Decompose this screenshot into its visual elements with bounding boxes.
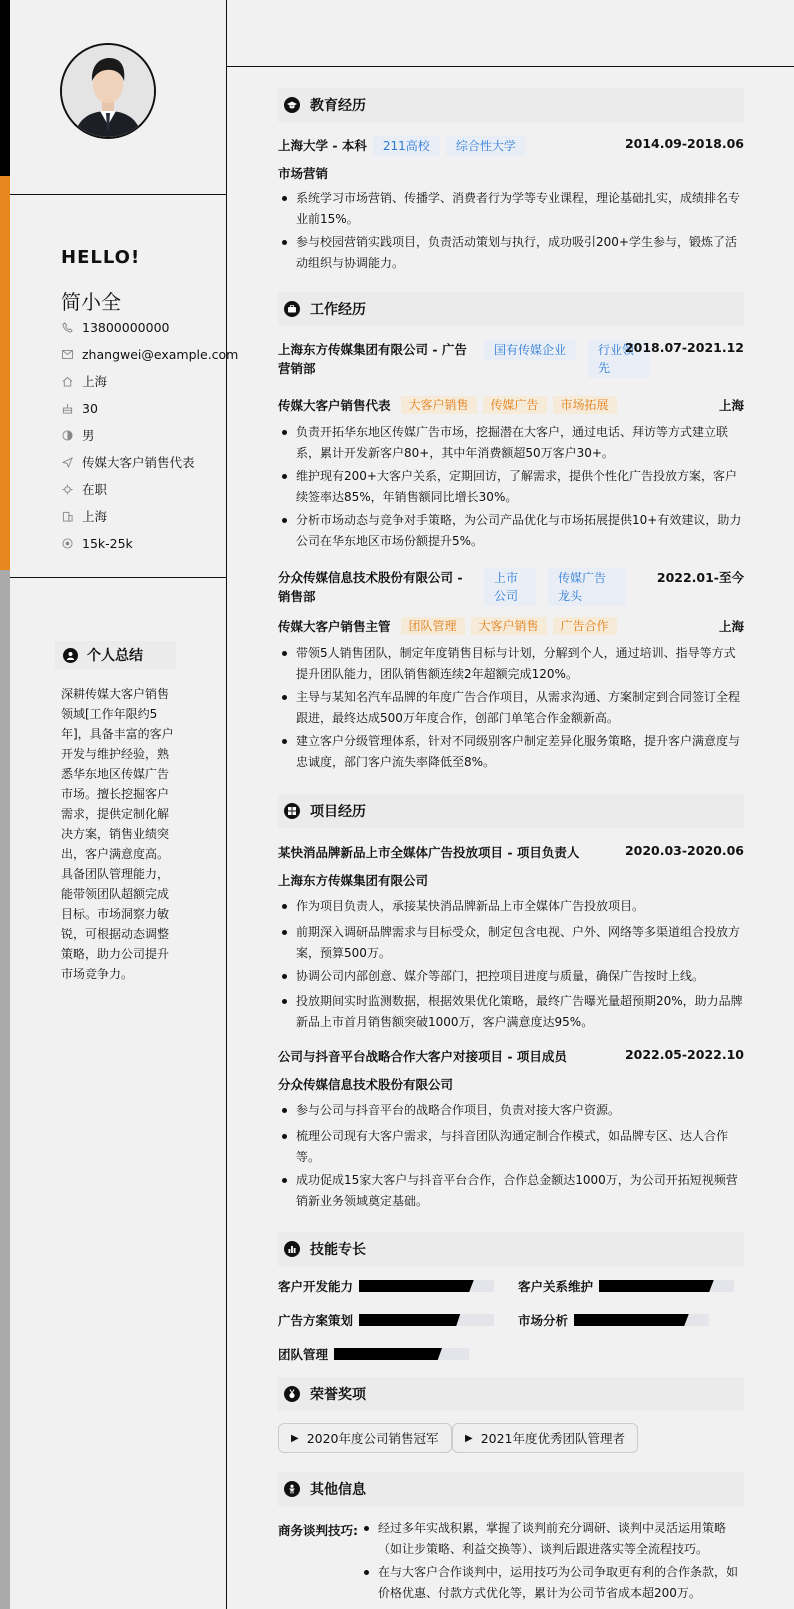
tag: 传媒广告龙头: [548, 568, 626, 606]
tag: 大客户销售: [401, 396, 477, 414]
section-other: [278, 1472, 744, 1506]
date: 2022.01-至今: [656, 570, 744, 585]
send-icon: [61, 456, 73, 468]
section-title: 项目经历: [310, 804, 366, 820]
skill-name: 市场分析: [518, 1313, 569, 1328]
info-value: zhangwei@example.com: [82, 346, 239, 362]
skill-item: [518, 1311, 709, 1329]
tag: 行业领先: [588, 340, 650, 378]
info-status: [61, 480, 107, 498]
section-skills: [278, 1232, 744, 1266]
section-education: [278, 88, 744, 122]
list-item: 在与大客户合作谈判中，运用技巧为公司争取更有利的合作条款，如价格优惠、付款方式优化等，累计为公司节省成本超200万。: [360, 1562, 744, 1604]
avatar: [60, 43, 156, 139]
award-item: [278, 1423, 452, 1453]
list-item: 参与校园营销实践项目，负责活动策划与执行，成功吸引200+学生参与，锻炼了活动组织与协调能力。: [278, 232, 744, 274]
role: 传媒大客户销售主管: [278, 619, 391, 634]
grid-icon: [284, 803, 300, 819]
date: 2022.05-2022.10: [624, 1047, 744, 1062]
cake-icon: [61, 402, 73, 414]
info-email: [61, 345, 238, 363]
tag: 综合性大学: [446, 136, 526, 156]
phone-icon: [61, 321, 73, 333]
list-item: 负责开拓华东地区传媒广告市场，挖掘潜在大客户，通过电话、拜访等方式建立联系，累计开发新客户80+，其中年消费额超50万客户30+。: [278, 422, 744, 464]
skill-level-bar: [574, 1314, 689, 1326]
list-item: 作为项目负责人，承接某快消品牌新品上市全媒体广告投放项目。: [278, 896, 744, 917]
info-value: 传媒大客户销售代表: [82, 455, 195, 470]
city: 上海: [718, 398, 744, 413]
section-awards: [278, 1377, 744, 1411]
skill-item: [518, 1277, 734, 1295]
project-company: 分众传媒信息技术股份有限公司: [278, 1077, 454, 1092]
info-city: [61, 507, 107, 525]
info-value: 15k-25k: [82, 535, 133, 551]
list-item: 参与公司与抖音平台的战略合作项目，负责对接大客户资源。: [278, 1100, 744, 1121]
list-item: 系统学习市场营销、传播学、消费者行为学等专业课程，理论基础扎实，成绩排名专业前15%。: [278, 188, 744, 230]
award-label: 2021年度优秀团队管理者: [480, 1431, 626, 1446]
info-phone: [61, 318, 169, 336]
project-header: [278, 843, 744, 861]
school-name: 上海大学 - 本科: [278, 138, 367, 153]
role: 传媒大客户销售代表: [278, 398, 391, 413]
tag: 传媒广告: [483, 396, 547, 414]
list-item: 前期深入调研品牌需求与目标受众，制定包含电视、户外、网络等多渠道组合投放方案，预算500万。: [278, 922, 744, 964]
project-header: [278, 1047, 744, 1065]
list-item: 经过多年实战积累，掌握了谈判前充分调研、谈判中灵活运用策略（如让步策略、利益交换等）、谈判后跟进落实等全流程技巧。: [360, 1518, 744, 1560]
info-position: [61, 453, 195, 471]
tag: 211高校: [373, 136, 440, 156]
role-row: [278, 396, 744, 414]
section-title: 荣誉奖项: [310, 1387, 366, 1403]
section-work: [278, 292, 744, 326]
side-color-stripe: [0, 0, 10, 1609]
user-icon: [63, 648, 78, 663]
skill-level-bar: [359, 1280, 474, 1292]
city: 上海: [718, 619, 744, 634]
section-title: 技能专长: [310, 1242, 366, 1258]
candidate-name: 简小全: [61, 290, 121, 314]
job-header: [278, 568, 744, 606]
company-name: 上海东方传媒集团有限公司 - 广告营销部: [278, 342, 467, 376]
major: 市场营销: [278, 166, 329, 181]
skill-level-bar: [334, 1348, 442, 1360]
hello-greeting: HELLO!: [61, 247, 141, 268]
list-item: 维护现有200+大客户关系，定期回访，了解需求，提供个性化广告投放方案，客户续签率达85%，年销售额同比增长30%。: [278, 466, 744, 508]
date: 2018.07-2021.12: [624, 340, 744, 355]
list-item: 带领5人销售团队，制定年度销售目标与计划，分解到个人，通过培训、指导等方式提升团队能力，团队销售额连续2年超额完成120%。: [278, 643, 744, 685]
info-value: 13800000000: [82, 319, 170, 335]
list-item: 协调公司内部创意、媒介等部门，把控项目进度与质量，确保广告按时上线。: [278, 966, 744, 987]
skill-item: [278, 1311, 494, 1329]
info-home: [61, 372, 107, 390]
skill-level-bar: [359, 1314, 460, 1326]
tag: 上市公司: [484, 568, 536, 606]
info-value: 在职: [82, 482, 108, 497]
date: 2020.03-2020.06: [624, 843, 744, 858]
info-value: 30: [82, 400, 98, 416]
date: 2014.09-2018.06: [624, 136, 744, 151]
section-title: 其他信息: [310, 1482, 366, 1498]
skill-item: [278, 1277, 494, 1295]
list-item: 分析市场动态与竞争对手策略，为公司产品优化与市场拓展提供10+有效建议，助力公司在华东地区市场份额提升5%。: [278, 510, 744, 552]
company-name: 分众传媒信息技术股份有限公司 - 销售部: [278, 570, 463, 604]
section-title: 教育经历: [310, 98, 366, 114]
info-gender: [61, 426, 95, 444]
list-item: 投放期间实时监测数据，根据效果优化策略，最终广告曝光量超预期20%，助力品牌新品上市首月销售额突破1000万，客户满意度达95%。: [278, 991, 744, 1033]
section-title: 工作经历: [310, 302, 366, 318]
summary-heading: [55, 641, 176, 669]
list-item: 建立客户分级管理体系，针对不同级别客户制定差异化服务策略，提升客户满意度与忠诚度，部门客户流失率降低至8%。: [278, 731, 744, 773]
tag: 大客户销售: [471, 617, 547, 635]
summary-title: 个人总结: [87, 648, 143, 664]
info-value: 上海: [82, 374, 108, 389]
salary-icon: [61, 537, 73, 549]
other-label: 商务谈判技巧:: [278, 1523, 358, 1538]
play-icon: ▶: [291, 1432, 299, 1444]
info-age: [61, 399, 98, 417]
education-row: [278, 136, 744, 156]
mail-icon: [61, 348, 73, 360]
building-icon: [61, 510, 73, 522]
home-icon: [61, 375, 73, 387]
role-row: [278, 617, 744, 635]
tag: 广告合作: [553, 617, 617, 635]
summary-text: 深耕传媒大客户销售领域[工作年限约5年]，具备丰富的客户开发与维护经验，熟悉华东地区传媒广告市场。擅长挖掘客户需求，提供定制化解决方案，销售业绩突出，客户满意度高。具备团队管理能力，能带领团队超额完成目标。市场洞察力敏锐，可根据动态调整策略，助力公司提升市场竞争力。: [61, 687, 174, 981]
chart-icon: [284, 1241, 300, 1257]
skill-item: [278, 1345, 469, 1363]
top-divider: [227, 66, 794, 67]
list-item: 主导与某知名汽车品牌的年度广告合作项目，从需求沟通、方案制定到合同签订全程跟进，最终达成500万年度合作，创部门单笔合作金额新高。: [278, 687, 744, 729]
status-icon: [61, 483, 73, 495]
medal-icon: [284, 1386, 300, 1402]
project-name: 某快消品牌新品上市全媒体广告投放项目 - 项目负责人: [278, 845, 580, 860]
tag: 国有传媒企业: [484, 340, 576, 360]
gender-icon: [61, 429, 73, 441]
skill-name: 广告方案策划: [278, 1313, 354, 1328]
skill-name: 团队管理: [278, 1347, 329, 1362]
job-header: [278, 340, 744, 378]
tag: 团队管理: [401, 617, 465, 635]
play-icon: ▶: [465, 1432, 473, 1444]
project-company: 上海东方传媒集团有限公司: [278, 873, 429, 888]
skill-name: 客户开发能力: [278, 1279, 354, 1294]
section-projects: [278, 794, 744, 828]
list-item: 梳理公司现有大客户需求，与抖音团队沟通定制合作模式，如品牌专区、达人合作等。: [278, 1126, 744, 1168]
info-value: 上海: [82, 509, 108, 524]
person-icon: [284, 1481, 300, 1497]
info-value: 男: [82, 428, 95, 443]
skill-name: 客户关系维护: [518, 1279, 594, 1294]
award-label: 2020年度公司销售冠军: [306, 1431, 439, 1446]
skill-level-bar: [599, 1280, 714, 1292]
award-item: [452, 1423, 638, 1453]
graduation-cap-icon: [284, 97, 300, 113]
info-salary: [61, 534, 133, 552]
tag: 市场拓展: [553, 396, 617, 414]
list-item: 成功促成15家大客户与抖音平台合作，合作总金额达1000万，为公司开拓短视频营销新业务领域奠定基础。: [278, 1170, 744, 1212]
briefcase-icon: [284, 301, 300, 317]
project-name: 公司与抖音平台战略合作大客户对接项目 - 项目成员: [278, 1049, 567, 1064]
